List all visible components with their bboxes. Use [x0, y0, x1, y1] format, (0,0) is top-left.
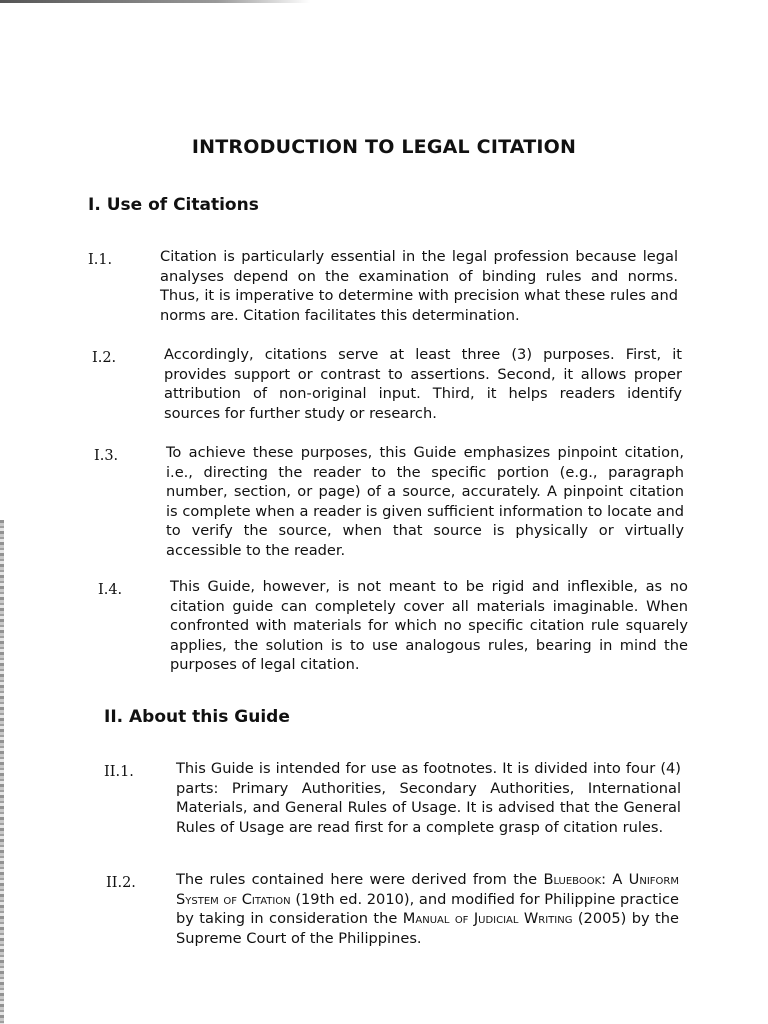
- paragraph-text: Accordingly, citations serve at least three (3) purposes. First, it provides support or contrast to assertions. Second, it allows proper attribution of non-original input. Third, it helps readers identify sources for further study or research.: [164, 346, 682, 422]
- bluebook-title: Bluebook: A Uniform System of Citation: [176, 871, 679, 908]
- paragraph-text: Citation is particularly essential in the legal profession because legal analyses depend on the examination of binding rules and norms. Thus, it is imperative to determine with precision what these rules and norms are. Citation facilitates this determination.: [160, 248, 678, 324]
- paragraph-text: This Guide is intended for use as footnotes. It is divided into four (4) parts: Primary Authorities, Secondary Authorities, International Materials, and General Rules of Usage. It is advised that the General Rules of Usage are read first for a complete grasp of citation rules.: [176, 760, 681, 836]
- scan-edge-left: [0, 520, 4, 1024]
- text-before: The rules contained here were derived from the: [176, 871, 544, 888]
- text-middle: (19th ed. 2010), and modified for Philippine practice by taking in consideration the: [176, 890, 679, 928]
- paragraph-number: II.1.: [104, 764, 134, 780]
- section-heading-use-of-citations: I. Use of Citations: [88, 195, 259, 215]
- paragraph-number: II.2.: [106, 875, 136, 891]
- paragraph-number: I.1.: [88, 252, 113, 268]
- text-after: (2005) by the Supreme Court of the Philippines.: [176, 910, 679, 947]
- page-title: INTRODUCTION TO LEGAL CITATION: [191, 136, 577, 158]
- manual-title: Manual of Judicial Writing: [402, 910, 573, 928]
- paragraph-text: This Guide, however, is not meant to be rigid and inflexible, as no citation guide can completely cover all materials imaginable. When confronted with materials for which no specific citation rule squarely applies, the solution is to use analogous rules, bearing in mind the purposes of legal citation.: [170, 578, 688, 674]
- scan-edge-top: [0, 0, 310, 3]
- section-heading-about-this-guide: II. About this Guide: [104, 707, 290, 727]
- paragraph-text: [176, 870, 679, 948]
- paragraph-number: I.3.: [94, 448, 119, 464]
- paragraph-number: I.4.: [98, 582, 123, 598]
- paragraph-number: I.2.: [92, 350, 117, 366]
- paragraph-text: To achieve these purposes, this Guide emphasizes pinpoint citation, i.e., directing the reader to the specific portion (e.g., paragraph number, section, or page) of a source, accurately. A pinpoint citation is complete when a reader is given sufficient information to locate and to verify the source, when that source is physically or virtually accessible to the reader.: [166, 444, 684, 559]
